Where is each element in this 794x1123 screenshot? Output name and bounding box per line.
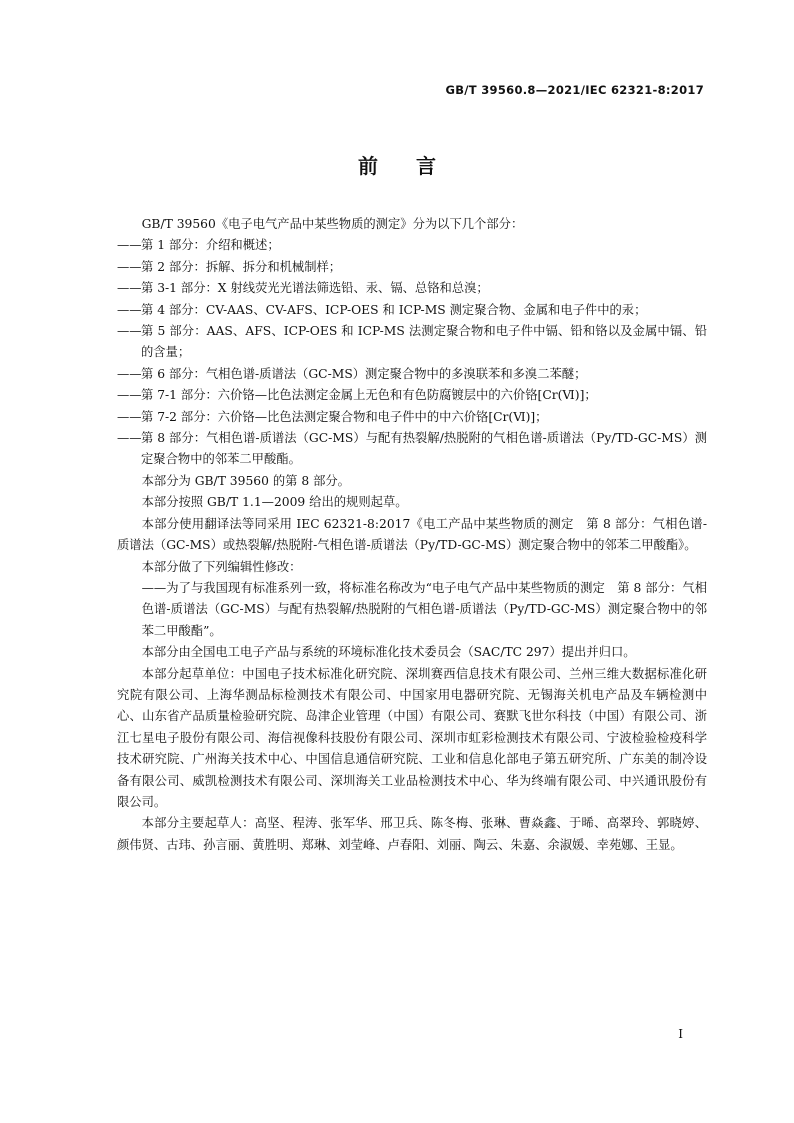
edit-item-1 [117, 578, 707, 642]
page-title: 前言 [358, 154, 474, 178]
preface-body [117, 214, 707, 856]
part-item-7-1 [117, 385, 707, 406]
drafters-paragraph: 本部分主要起草人：高坚、程涛、张军华、邢卫兵、陈冬梅、张琳、曹焱鑫、于晞、高翠玲、郭晓婷、颜伟贤、古玮、孙言丽、黄胜明、郑琳、刘莹峰、卢春阳、刘丽、陶云、朱嘉、余淑媛、幸苑娜、王显。 [117, 816, 707, 852]
part-item-3-1 [117, 278, 707, 299]
part-item-2 [117, 257, 707, 278]
page-number: I [678, 1027, 683, 1041]
part-item-7-2 [117, 407, 707, 428]
dash: —— [117, 302, 142, 317]
part-text: 第 4 部分：CV-AAS、CV-AFS、ICP-OES 和 ICP-MS 测定聚合物、金属和电子件中的汞； [141, 302, 647, 317]
rules-paragraph: 本部分按照 GB/T 1.1—2009 给出的规则起草。 [141, 495, 408, 510]
edits-intro-paragraph: 本部分做了下列编辑性修改： [141, 559, 302, 574]
dash: —— [117, 366, 142, 381]
part-text: 第 1 部分：介绍和概述； [141, 238, 280, 253]
dash: —— [117, 324, 142, 339]
part-text: 第 3-1 部分：X 射线荧光光谱法筛选铅、汞、镉、总铬和总溴； [141, 281, 489, 296]
part-text: 第 5 部分：AAS、AFS、ICP-OES 和 ICP-MS 法测定聚合物和电子件中镉、铅和铬以及金属中镉、铅的含量； [141, 324, 707, 360]
dash: —— [117, 259, 142, 274]
this-part-paragraph: 本部分为 GB/T 39560 的第 8 部分。 [141, 473, 350, 488]
dash: —— [117, 409, 142, 424]
part-text: 第 6 部分：气相色谱-质谱法（GC-MS）测定聚合物中的多溴联苯和多溴二苯醚； [141, 366, 587, 381]
dash: —— [117, 238, 142, 253]
dash: —— [141, 580, 167, 595]
part-item-8 [117, 428, 707, 471]
drafting-units-paragraph: 本部分起草单位：中国电子技术标准化研究院、深圳赛西信息技术有限公司、兰州三维大数据标准化研究院有限公司、上海华测品标检测技术有限公司、中国家用电器研究院、无锡海关机电产品及车辆检测中心、山东省产品质量检验研究院、岛津企业管理（中国）有限公司、赛默飞世尔科技（中国）有限公司、浙江七星电子股份有限公司、海信视像科技股份有限公司、深圳市虹彩检测技术有限公司、宁波检验检疫科学技术研究院、广州海关技术中心、中国信息通信研究院、工业和信息化部电子第五研究所、广东美的制冷设备有限公司、威凯检测技术有限公司、深圳海关工业品检测技术中心、华为终端有限公司、中兴通讯股份有限公司。 [117, 666, 707, 809]
intro-paragraph: GB/T 39560《电子电气产品中某些物质的测定》分为以下几个部分： [141, 217, 524, 231]
dash: —— [117, 388, 142, 403]
part-item-4 [117, 300, 707, 321]
part-text: 第 7-1 部分：六价铬—比色法测定金属上无色和有色防腐镀层中的六价铬[Cr(Ⅵ)]； [141, 388, 597, 403]
standard-number: GB/T 39560.8—2021/IEC 62321-8:2017 [445, 83, 704, 97]
part-item-5 [117, 321, 707, 364]
part-text: 第 8 部分：气相色谱-质谱法（GC-MS）与配有热裂解/热脱附的气相色谱-质谱法（Py/TD-GC-MS）测定聚合物中的邻苯二甲酸酯。 [141, 431, 707, 467]
translation-paragraph: 本部分使用翻译法等同采用 IEC 62321-8:2017《电工产品中某些物质的测定 第 8 部分：气相色谱-质谱法（GC-MS）或热裂解/热脱附-气相色谱-质谱法（Py/TD-GC-MS）测定聚合物中的邻苯二甲酸酯》。 [117, 516, 707, 553]
edit-text: 为了与我国现有标准系列一致，将标准名称改为“电子电气产品中某些物质的测定 第 8 部分：气相色谱-质谱法（GC-MS）与配有热裂解/热脱附的气相色谱-质谱法（Py/TD-GC-MS）测定聚合物中的邻苯二甲酸酯”。 [141, 580, 707, 638]
part-text: 第 2 部分：拆解、拆分和机械制样； [141, 259, 342, 274]
dash: —— [117, 431, 142, 446]
part-item-6 [117, 364, 707, 385]
part-item-1 [117, 235, 707, 256]
part-text: 第 7-2 部分：六价铬—比色法测定聚合物和电子件中的中六价铬[Cr(Ⅵ)]； [141, 409, 548, 424]
dash: —— [117, 281, 142, 296]
committee-paragraph: 本部分由全国电工电子产品与系统的环境标准化技术委员会（SAC/TC 297）提出并归口。 [141, 645, 636, 660]
